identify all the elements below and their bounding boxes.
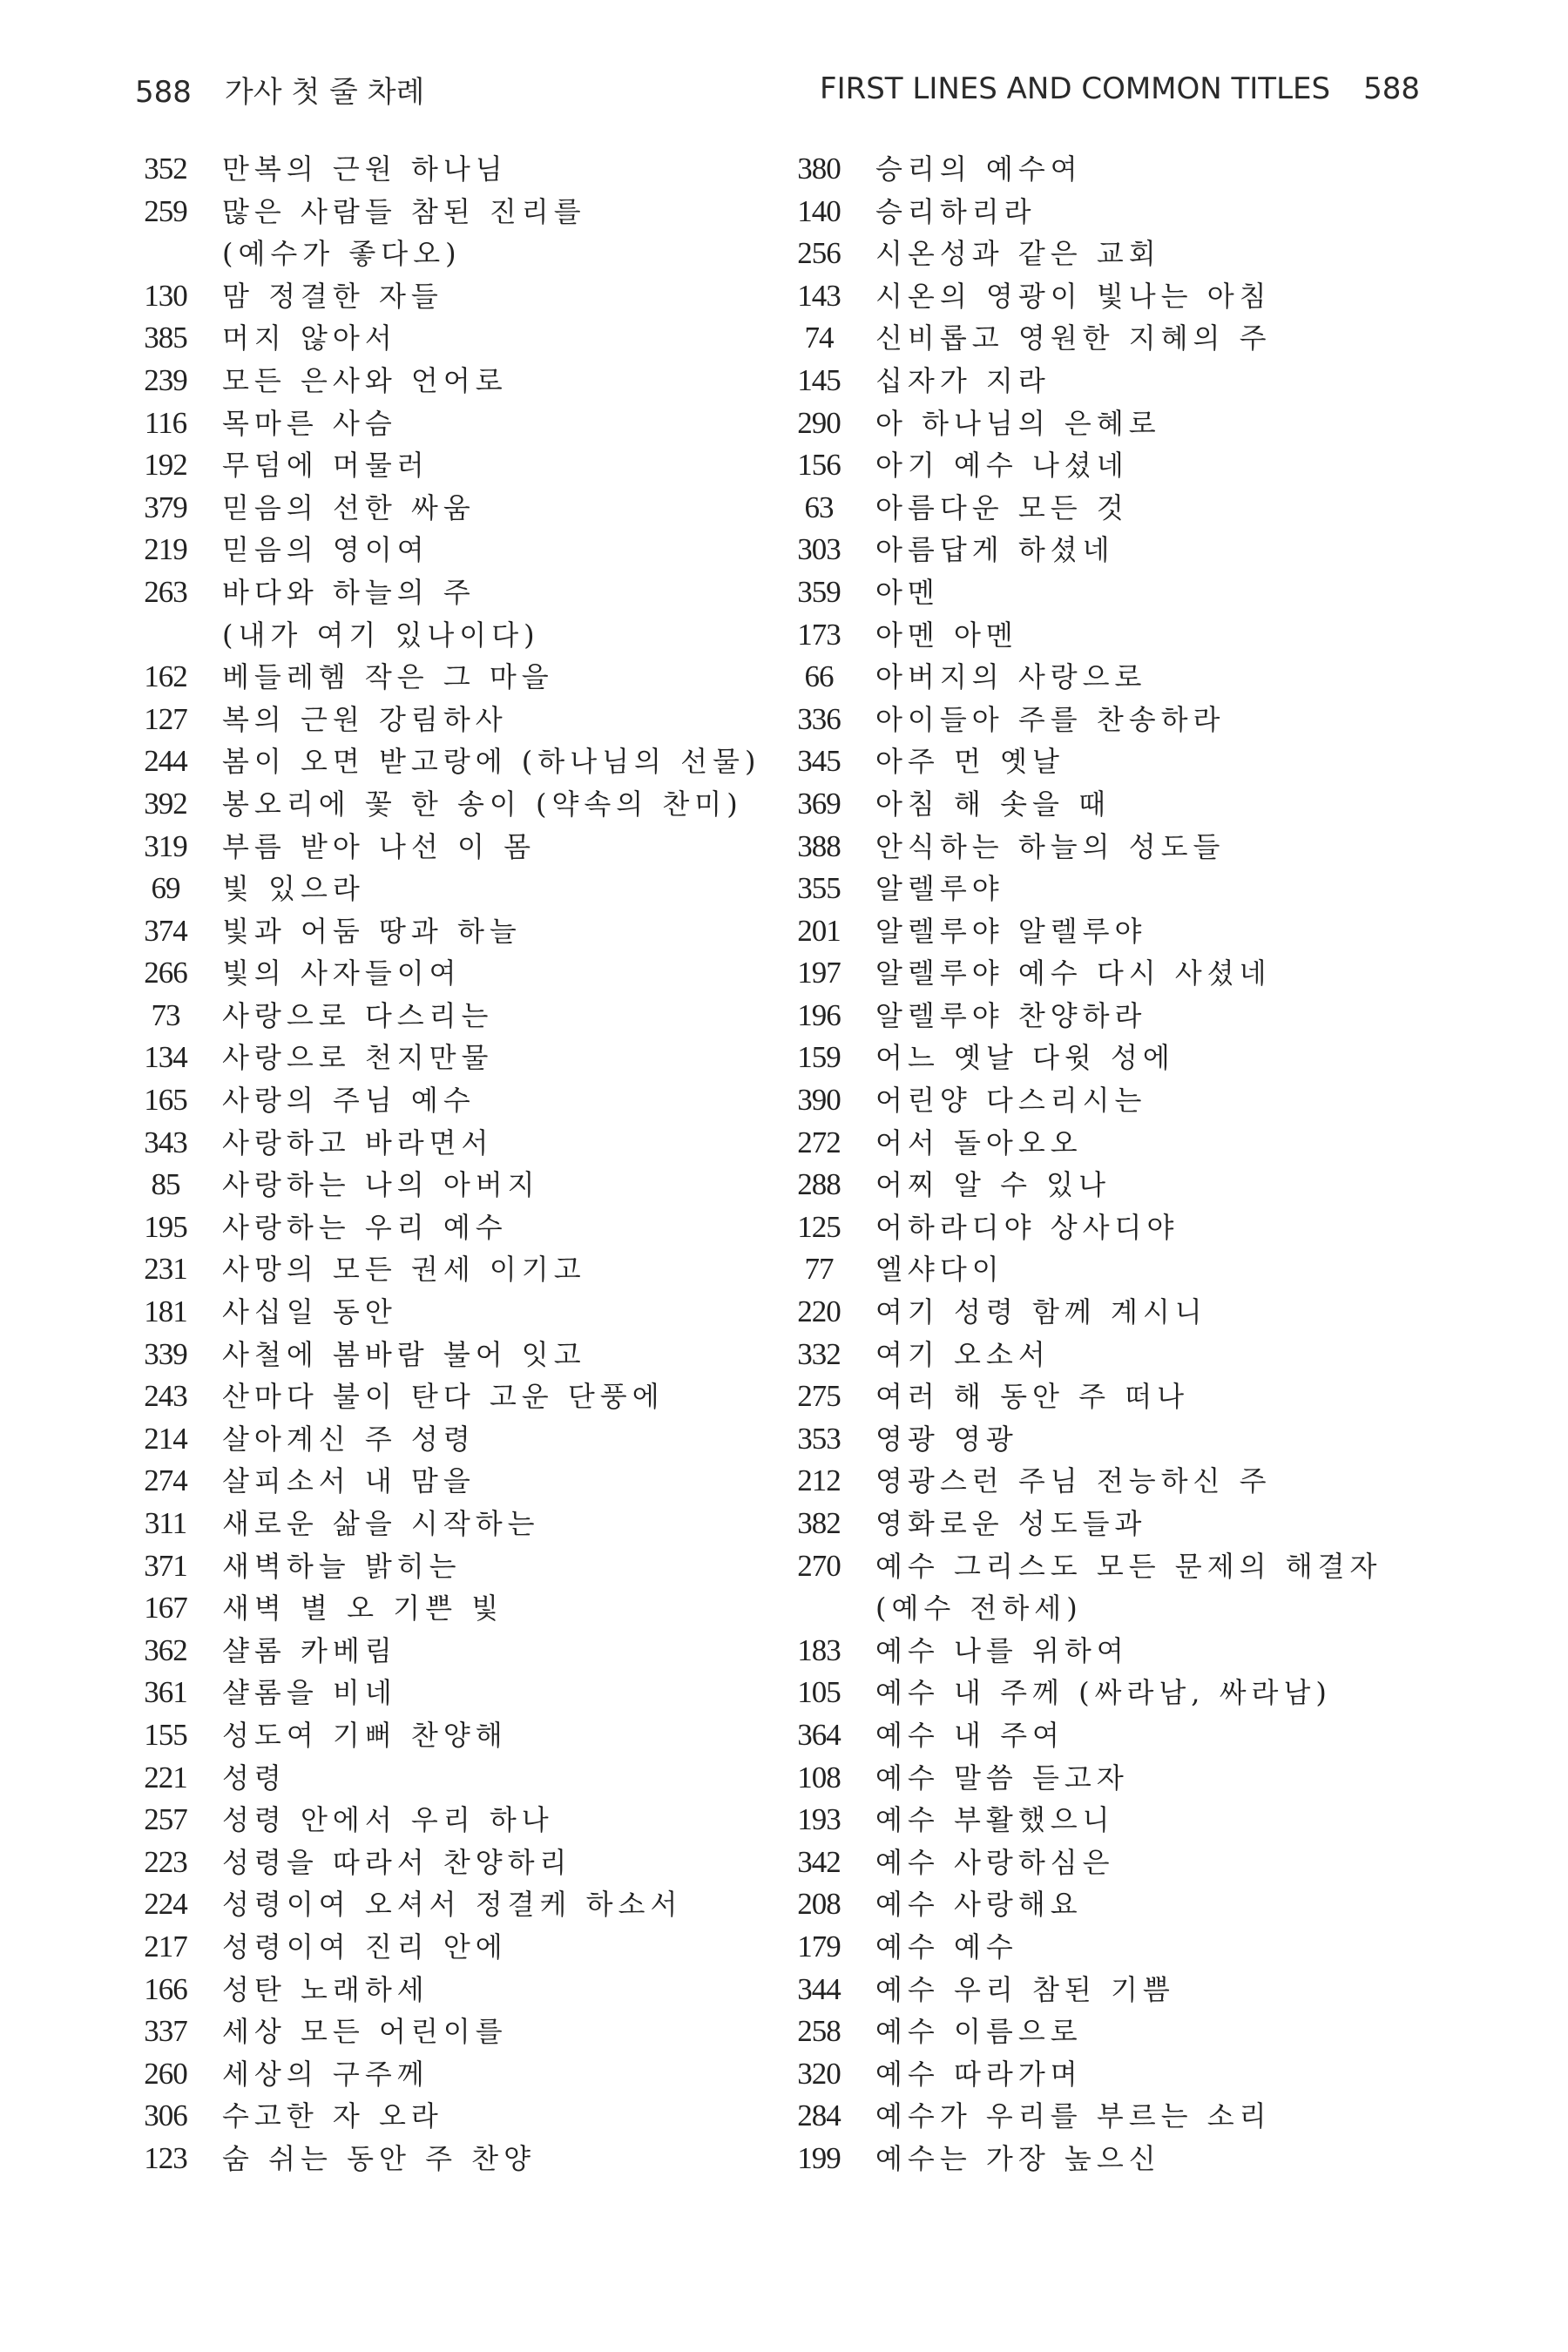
hymn-number: 181 <box>144 1294 187 1329</box>
hymn-number: 183 <box>797 1632 841 1667</box>
hymn-first-line: 아침 해 솟을 때 <box>875 787 1111 821</box>
hymn-number: 266 <box>144 956 187 990</box>
index-entry <box>780 995 1407 1037</box>
hymn-first-line: (예수가 좋다오) <box>222 237 462 271</box>
hymn-number: 69 <box>151 871 180 906</box>
hymn-number: 343 <box>144 1125 187 1159</box>
hymn-number: 382 <box>797 1506 841 1540</box>
hymn-number: 140 <box>797 193 841 228</box>
hymn-number: 369 <box>797 786 841 821</box>
index-entry <box>780 614 1407 657</box>
hymn-first-line: 엘샤다이 <box>875 1253 1004 1287</box>
index-entry <box>780 1079 1407 1122</box>
hymn-first-line: 예수 그리스도 모든 문제의 해결자 <box>875 1549 1382 1583</box>
hymn-number <box>126 614 205 657</box>
hymn-number: 74 <box>804 321 834 355</box>
hymn-first-line: 예수 말씀 듣고자 <box>875 1761 1129 1794</box>
index-entry <box>126 952 754 995</box>
index-entry <box>126 2095 754 2138</box>
hymn-first-line: 예수 이름으로 <box>875 2015 1083 2049</box>
index-entry <box>780 1375 1407 1418</box>
hymn-number: 270 <box>797 1548 841 1583</box>
hymn-first-line: 여러 해 동안 주 떠나 <box>875 1380 1189 1414</box>
hymn-first-line: 성령 안에서 우리 하나 <box>222 1803 554 1837</box>
hymn-number: 272 <box>797 1125 841 1159</box>
index-entry <box>780 233 1407 275</box>
hymn-number: 359 <box>797 574 841 609</box>
hymn-first-line: 아멘 아멘 <box>875 618 1018 652</box>
page-number-right: 588 <box>1363 71 1420 106</box>
hymn-first-line: 어하라디야 상사디야 <box>875 1210 1179 1244</box>
hymn-first-line: 어느 옛날 다윗 성에 <box>875 1041 1175 1075</box>
hymn-first-line: 알렐루야 알렐루야 <box>875 914 1147 948</box>
page-number-left: 588 <box>135 74 192 110</box>
hymn-first-line: 알렐루야 찬양하라 <box>875 998 1147 1032</box>
hymn-first-line: 아 하나님의 은혜로 <box>875 406 1161 440</box>
hymn-first-line: 예수 예수 <box>875 1930 1018 1963</box>
hymn-first-line: 성령이여 진리 안에 <box>222 1930 508 1963</box>
hymn-first-line: 아름다운 모든 것 <box>875 490 1129 524</box>
index-entry <box>126 1291 754 1334</box>
hymn-first-line: 성령 <box>222 1761 287 1794</box>
index-entry <box>780 2138 1407 2180</box>
hymn-first-line: 새벽하늘 밝히는 <box>222 1549 462 1583</box>
hymn-number: 336 <box>797 701 841 736</box>
hymn-first-line: 아버지의 사랑으로 <box>875 660 1147 694</box>
index-entry <box>780 402 1407 445</box>
hymn-first-line: 빛과 어둠 땅과 하늘 <box>222 914 522 948</box>
hymn-number: 258 <box>797 2014 841 2049</box>
hymn-first-line: 세상 모든 어린이를 <box>222 2015 508 2049</box>
index-entry <box>126 1460 754 1503</box>
hymn-number: 105 <box>797 1675 841 1710</box>
index-entry-continuation <box>780 1587 1407 1630</box>
hymn-first-line: 아름답게 하셨네 <box>875 533 1115 567</box>
index-entry <box>780 910 1407 953</box>
index-entry <box>126 529 754 571</box>
hymn-first-line: 새벽 별 오 기쁜 빛 <box>222 1592 504 1625</box>
hymn-first-line: 예수 내 주여 <box>875 1718 1064 1752</box>
hymn-first-line: 사랑하는 우리 예수 <box>222 1210 508 1244</box>
hymn-first-line: 사랑하고 바라면서 <box>222 1125 494 1159</box>
index-entry <box>780 1164 1407 1206</box>
index-entry <box>780 1503 1407 1545</box>
hymn-number: 345 <box>797 744 841 779</box>
index-entry <box>126 783 754 826</box>
index-entry <box>780 1799 1407 1842</box>
hymn-first-line: 바다와 하늘의 주 <box>222 575 476 609</box>
hymn-number: 284 <box>797 2099 841 2133</box>
hymn-number: 385 <box>144 321 187 355</box>
hymn-first-line: 사망의 모든 권세 이기고 <box>222 1253 586 1287</box>
hymn-number: 344 <box>797 1971 841 2006</box>
hymn-first-line: 사랑하는 나의 아버지 <box>222 1168 540 1202</box>
hymn-number: 332 <box>797 1336 841 1371</box>
index-entry <box>780 529 1407 571</box>
hymn-first-line: 부름 받아 나선 이 몸 <box>222 829 536 863</box>
hymn-number: 364 <box>797 1717 841 1752</box>
hymn-number: 159 <box>797 1040 841 1075</box>
hymn-number: 239 <box>144 362 187 397</box>
hymn-number: 167 <box>144 1591 187 1625</box>
header-title-korean: 가사 첫 줄 차례 <box>224 74 425 110</box>
index-entry <box>780 656 1407 699</box>
index-entry <box>126 571 754 614</box>
hymn-first-line: 승리의 예수여 <box>875 152 1083 186</box>
index-entry <box>126 1587 754 1630</box>
hymn-first-line: 만복의 근원 하나님 <box>222 152 508 186</box>
hymn-number: 223 <box>144 1844 187 1879</box>
hymn-first-line: 샬롬 카베림 <box>222 1633 397 1667</box>
hymn-number: 156 <box>797 448 841 483</box>
hymn-number: 355 <box>797 871 841 906</box>
index-entry <box>780 191 1407 233</box>
hymn-first-line: 성령을 따라서 찬양하리 <box>222 1845 572 1879</box>
hymn-first-line: 알렐루야 <box>875 872 1004 906</box>
hymn-first-line: 베들레헴 작은 그 마을 <box>222 660 554 694</box>
index-entry <box>780 868 1407 910</box>
hymn-number: 260 <box>144 2056 187 2091</box>
hymn-first-line: 봉오리에 꽃 한 송이 (약속의 찬미) <box>222 787 743 821</box>
hymn-number: 257 <box>144 1802 187 1837</box>
index-entry <box>126 1079 754 1122</box>
index-entry <box>126 2053 754 2096</box>
hymn-number: 243 <box>144 1379 187 1414</box>
index-entry <box>780 571 1407 614</box>
hymn-first-line: 영광스런 주님 전능하신 주 <box>875 1464 1272 1498</box>
hymn-number: 179 <box>797 1929 841 1963</box>
index-entry <box>126 995 754 1037</box>
hymn-number: 274 <box>144 1463 187 1498</box>
index-entry <box>126 2138 754 2180</box>
hymn-first-line: 성도여 기뻐 찬양해 <box>222 1718 508 1752</box>
hymn-first-line: 예수 부활했으니 <box>875 1803 1115 1837</box>
hymn-number: 199 <box>797 2140 841 2175</box>
index-entry <box>126 1545 754 1588</box>
index-entry <box>126 699 754 741</box>
hymn-number: 143 <box>797 278 841 313</box>
hymn-first-line: 신비롭고 영원한 지혜의 주 <box>875 321 1272 355</box>
hymn-first-line: 샬롬을 비네 <box>222 1676 397 1710</box>
index-entry <box>780 1334 1407 1376</box>
index-entry <box>126 1037 754 1079</box>
index-entry <box>780 317 1407 360</box>
hymn-first-line: 시온의 영광이 빛나는 아침 <box>875 279 1272 313</box>
index-entry <box>780 952 1407 995</box>
hymn-number: 379 <box>144 490 187 524</box>
index-entry <box>126 1122 754 1165</box>
hymn-number: 208 <box>797 1887 841 1922</box>
hymn-number: 219 <box>144 532 187 567</box>
index-entry <box>780 1842 1407 1884</box>
index-entry <box>780 1969 1407 2011</box>
hymn-first-line: 승리하리라 <box>875 194 1037 228</box>
index-entry <box>126 317 754 360</box>
index-entry <box>780 2011 1407 2053</box>
header-right <box>820 71 1420 106</box>
hymn-number: 290 <box>797 405 841 440</box>
hymn-number: 275 <box>797 1379 841 1414</box>
hymn-first-line: 안식하는 하늘의 성도들 <box>875 829 1226 863</box>
hymn-number <box>780 1587 858 1630</box>
hymn-number: 214 <box>144 1421 187 1456</box>
hymn-number: 130 <box>144 278 187 313</box>
hymn-first-line: 아기 예수 나셨네 <box>875 449 1129 483</box>
index-entry <box>126 1334 754 1376</box>
index-entry <box>126 1969 754 2011</box>
hymn-first-line: 예수 따라가며 <box>875 2057 1083 2091</box>
index-entry <box>126 402 754 445</box>
hymn-first-line: 빛 있으라 <box>222 872 365 906</box>
hymn-first-line: 사랑으로 다스리는 <box>222 998 494 1032</box>
index-entry <box>780 1883 1407 1926</box>
hymn-first-line: 맘 정결한 자들 <box>222 279 443 313</box>
hymn-first-line: 살아계신 주 성령 <box>222 1422 476 1456</box>
hymn-first-line: 어찌 알 수 있나 <box>875 1168 1111 1202</box>
hymn-number: 380 <box>797 152 841 186</box>
index-column-left <box>126 148 761 2180</box>
hymn-number: 220 <box>797 1294 841 1329</box>
hymn-number: 390 <box>797 1083 841 1118</box>
index-entry <box>126 826 754 868</box>
hymn-number: 392 <box>144 786 187 821</box>
hymn-number: 123 <box>144 2140 187 2175</box>
hymn-number: 192 <box>144 448 187 483</box>
index-entry <box>780 1460 1407 1503</box>
hymn-first-line: 아주 먼 옛날 <box>875 745 1064 779</box>
index-entry <box>126 1672 754 1714</box>
hymn-number: 195 <box>144 1209 187 1244</box>
index-entry <box>126 1248 754 1291</box>
hymn-number: 371 <box>144 1548 187 1583</box>
hymn-number: 311 <box>144 1506 187 1540</box>
hymn-number: 320 <box>797 2056 841 2091</box>
index-entry <box>780 1630 1407 1673</box>
index-entry <box>780 1206 1407 1249</box>
index-entry-continuation <box>126 233 754 275</box>
hymn-first-line: 살피소서 내 맘을 <box>222 1464 476 1498</box>
header-left <box>135 68 424 111</box>
index-entry <box>126 740 761 783</box>
hymn-number: 256 <box>797 236 841 271</box>
hymn-number <box>126 233 205 275</box>
hymn-number: 288 <box>797 1167 841 1202</box>
hymn-number: 263 <box>144 574 187 609</box>
hymn-number: 388 <box>797 828 841 863</box>
hymn-first-line: 산마다 불이 탄다 고운 단풍에 <box>222 1380 665 1414</box>
hymn-number: 374 <box>144 913 187 948</box>
hymn-first-line: 믿음의 선한 싸움 <box>222 490 476 524</box>
hymn-number: 173 <box>797 617 841 652</box>
index-entry <box>126 275 754 318</box>
hymn-number: 217 <box>144 1929 187 1963</box>
index-entry <box>780 740 1407 783</box>
index-entry <box>126 487 754 530</box>
hymn-number: 166 <box>144 1971 187 2006</box>
index-entry <box>126 1799 754 1842</box>
hymn-first-line: 영광 영광 <box>875 1422 1018 1456</box>
hymn-first-line: (예수 전하세) <box>875 1592 1083 1625</box>
index-entry <box>126 1164 754 1206</box>
hymn-number: 224 <box>144 1887 187 1922</box>
hymn-number: 145 <box>797 362 841 397</box>
hymn-first-line: 빛의 사자들이여 <box>222 956 462 990</box>
hymn-first-line: 예수 우리 참된 기쁨 <box>875 1972 1175 2006</box>
index-entry <box>780 1545 1407 1588</box>
hymn-number: 306 <box>144 2099 187 2133</box>
index-entry <box>126 191 754 233</box>
index-entry <box>126 910 754 953</box>
hymn-first-line: 숨 쉬는 동안 주 찬양 <box>222 2141 536 2175</box>
index-entry <box>126 656 754 699</box>
hymn-number: 165 <box>144 1083 187 1118</box>
hymn-number: 319 <box>144 828 187 863</box>
hymn-first-line: 예수 사랑해요 <box>875 1888 1083 1922</box>
index-entry <box>780 275 1407 318</box>
hymn-first-line: 여기 성령 함께 계시니 <box>875 1295 1207 1329</box>
index-entry <box>780 2095 1407 2138</box>
index-entry-continuation <box>126 614 754 657</box>
hymn-number: 162 <box>144 659 187 694</box>
page-header <box>135 63 1420 115</box>
hymn-first-line: 예수가 우리를 부르는 소리 <box>875 2099 1272 2133</box>
index-column-right <box>780 148 1407 2180</box>
index-entry <box>126 360 754 402</box>
hymn-first-line: 여기 오소서 <box>875 1337 1051 1371</box>
hymn-first-line: 아멘 <box>875 575 940 609</box>
index-entry <box>780 1291 1407 1334</box>
hymn-first-line: 시온성과 같은 교회 <box>875 237 1161 271</box>
index-entry <box>780 1122 1407 1165</box>
index-entry <box>126 1842 754 1884</box>
index-entry <box>126 2011 754 2053</box>
index-entry <box>126 1206 754 1249</box>
hymn-first-line: 예수 내 주께 (싸라남, 싸라남) <box>875 1676 1332 1710</box>
hymn-first-line: 어서 돌아오오 <box>875 1125 1083 1159</box>
hymn-number: 221 <box>144 1760 187 1794</box>
index-entry <box>780 826 1407 868</box>
index-entry <box>126 1757 754 1800</box>
hymn-number: 337 <box>144 2014 187 2049</box>
hymn-number: 231 <box>144 1252 187 1287</box>
index-entry <box>780 2053 1407 2096</box>
hymn-first-line: 예수 나를 위하여 <box>875 1633 1129 1667</box>
index-entry <box>126 1883 754 1926</box>
hymn-first-line: 많은 사람들 참된 진리를 <box>222 194 586 228</box>
index-entry <box>780 1672 1407 1714</box>
index-entry <box>780 1757 1407 1800</box>
hymn-number: 125 <box>797 1209 841 1244</box>
hymn-number: 85 <box>151 1167 180 1202</box>
hymn-first-line: 사십일 동안 <box>222 1295 397 1329</box>
hymn-number: 116 <box>144 405 187 440</box>
hymn-first-line: 수고한 자 오라 <box>222 2099 443 2133</box>
index-entry <box>780 148 1407 191</box>
index-entry <box>126 1630 754 1673</box>
index-entry <box>780 1248 1407 1291</box>
index-entry <box>126 1926 754 1969</box>
hymn-first-line: 사랑으로 천지만물 <box>222 1041 494 1075</box>
hymn-first-line: 성탄 노래하세 <box>222 1972 429 2006</box>
index-entry <box>126 1418 754 1461</box>
hymn-number: 108 <box>797 1760 841 1794</box>
hymn-first-line: 십자가 지라 <box>875 363 1051 397</box>
index-entry <box>126 1375 754 1418</box>
hymn-first-line: 어린양 다스리시는 <box>875 1084 1147 1118</box>
index-entry <box>780 1714 1407 1757</box>
hymn-first-line: 무덤에 머물러 <box>222 449 429 483</box>
hymn-number: 362 <box>144 1632 187 1667</box>
hymn-number: 303 <box>797 532 841 567</box>
index-entry <box>780 1037 1407 1079</box>
hymn-number: 155 <box>144 1717 187 1752</box>
hymn-first-line: 영화로운 성도들과 <box>875 1507 1147 1540</box>
hymn-first-line: (내가 여기 있나이다) <box>222 618 540 652</box>
index-entry <box>780 1926 1407 1969</box>
hymn-first-line: 예수 사랑하심은 <box>875 1845 1115 1879</box>
hymn-number: 244 <box>144 744 187 779</box>
hymn-number: 73 <box>151 997 180 1032</box>
hymn-number: 201 <box>797 913 841 948</box>
index-entry <box>780 783 1407 826</box>
index-entry <box>126 1503 754 1545</box>
hymn-first-line: 봄이 오면 받고랑에 (하나님의 선물) <box>222 745 761 779</box>
index-entry <box>126 868 754 910</box>
index-entry <box>126 148 754 191</box>
hymn-number: 77 <box>804 1252 834 1287</box>
header-title-english: FIRST LINES AND COMMON TITLES <box>820 71 1331 106</box>
index-entry <box>126 444 754 487</box>
hymn-number: 361 <box>144 1675 187 1710</box>
index-entry <box>780 699 1407 741</box>
hymn-number: 212 <box>797 1463 841 1498</box>
hymn-number: 352 <box>144 152 187 186</box>
hymn-number: 134 <box>144 1040 187 1075</box>
hymn-number: 196 <box>797 997 841 1032</box>
index-entry <box>780 360 1407 402</box>
hymn-number: 63 <box>804 490 834 524</box>
hymn-first-line: 모든 은사와 언어로 <box>222 363 508 397</box>
hymn-first-line: 사랑의 주님 예수 <box>222 1084 476 1118</box>
hymn-first-line: 아이들아 주를 찬송하라 <box>875 702 1226 736</box>
hymn-number: 342 <box>797 1844 841 1879</box>
hymn-first-line: 알렐루야 예수 다시 사셨네 <box>875 956 1272 990</box>
index-entry <box>780 487 1407 530</box>
hymn-number: 197 <box>797 956 841 990</box>
hymn-first-line: 세상의 구주께 <box>222 2057 429 2091</box>
hymn-first-line: 사철에 봄바람 불어 잇고 <box>222 1337 586 1371</box>
hymn-number: 127 <box>144 701 187 736</box>
hymn-first-line: 믿음의 영이여 <box>222 533 429 567</box>
index-entry <box>126 1714 754 1757</box>
hymn-first-line: 예수는 가장 높으신 <box>875 2141 1161 2175</box>
hymn-first-line: 복의 근원 강림하사 <box>222 702 508 736</box>
hymn-first-line: 성령이여 오셔서 정결케 하소서 <box>222 1888 683 1922</box>
hymn-number: 259 <box>144 193 187 228</box>
hymn-first-line: 머지 않아서 <box>222 321 397 355</box>
hymn-number: 193 <box>797 1802 841 1837</box>
hymn-number: 66 <box>804 659 834 694</box>
index-entry <box>780 1418 1407 1461</box>
hymn-number: 353 <box>797 1421 841 1456</box>
hymn-first-line: 목마른 사슴 <box>222 406 397 440</box>
index-entry <box>780 444 1407 487</box>
hymn-number: 339 <box>144 1336 187 1371</box>
hymn-first-line: 새로운 삶을 시작하는 <box>222 1507 540 1540</box>
